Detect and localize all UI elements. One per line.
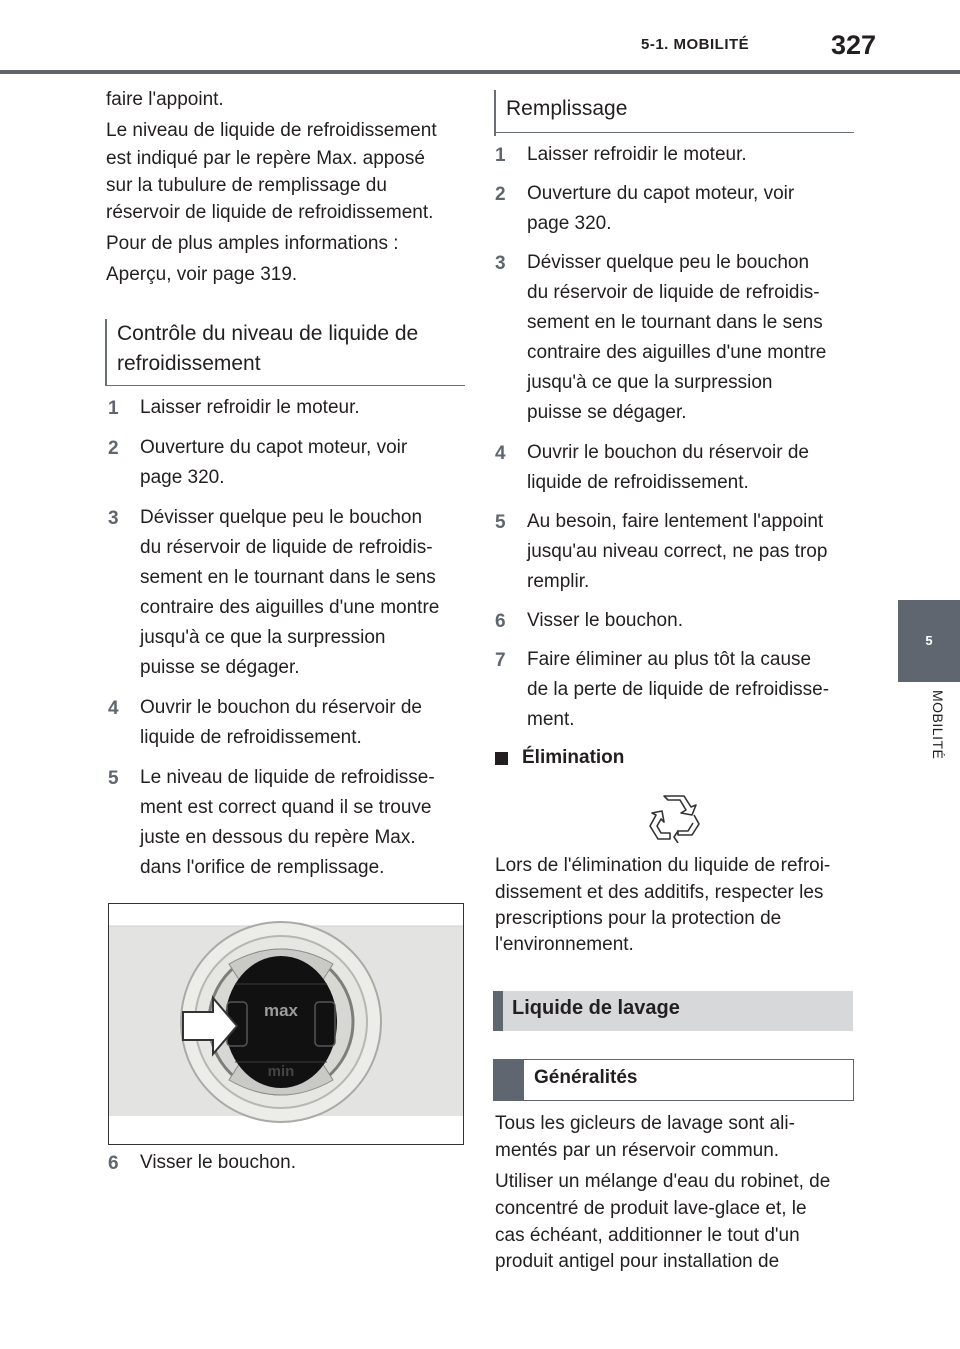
step-line: Ouvrir le bouchon du réservoir de xyxy=(140,697,422,718)
step-number: 5 xyxy=(108,768,119,789)
general-line: concentré de produit lave-glace et, le xyxy=(495,1198,807,1219)
running-header-section: 5-1. MOBILITÉ xyxy=(641,36,750,53)
section-heading-generalites xyxy=(493,1059,854,1101)
step-text xyxy=(140,393,360,423)
step-text xyxy=(527,438,809,498)
step-number: 7 xyxy=(495,650,506,671)
step-line: Ouverture du capot moteur, voir xyxy=(140,437,408,458)
step-line: sement en le tournant dans le sens xyxy=(527,312,823,333)
step-number: 3 xyxy=(108,508,119,529)
step-line: contraire des aiguilles d'une montre xyxy=(527,342,827,363)
header-rule xyxy=(0,70,960,74)
step-text xyxy=(527,645,829,735)
heading-rule xyxy=(494,132,854,133)
step-line: juste en dessous du repère Max. xyxy=(140,827,416,848)
section-heading-controle xyxy=(105,319,418,385)
step-line: Le niveau de liquide de refroidisse- xyxy=(140,767,435,788)
intro-line: Le niveau de liquide de refroidissement xyxy=(106,120,437,141)
general-line: cas échéant, additionner le tout d'un xyxy=(495,1225,800,1246)
intro-line: Aperçu, voir page 319. xyxy=(106,264,298,285)
step-line: jusqu'à ce que la surpression xyxy=(527,372,773,393)
step-line: Laisser refroidir le moteur. xyxy=(527,144,747,165)
step-line: Ouvrir le bouchon du réservoir de xyxy=(527,442,809,463)
step-line: Au besoin, faire lentement l'appoint xyxy=(527,511,824,532)
step-line: de la perte de liquide de refroidisse- xyxy=(527,679,830,700)
step-number: 4 xyxy=(108,698,119,719)
intro-line: faire l'appoint. xyxy=(106,89,224,110)
step-line: liquide de refroidissement. xyxy=(140,727,362,748)
step-line: puisse se dégager. xyxy=(527,402,687,423)
heading-bar-marker xyxy=(493,991,503,1031)
step-line: page 320. xyxy=(140,467,225,488)
general-line: mentés par un réservoir commun. xyxy=(495,1140,780,1161)
subheading-square-marker xyxy=(495,752,508,765)
step-text xyxy=(140,763,435,883)
cap-drawing xyxy=(109,904,463,1144)
step-line: jusqu'au niveau correct, ne pas trop xyxy=(527,541,828,562)
intro-line: sur la tubulure de remplissage du xyxy=(106,175,387,196)
step-text xyxy=(527,140,747,170)
step-line: sement en le tournant dans le sens xyxy=(140,567,436,588)
step-line: Visser le bouchon. xyxy=(527,610,683,631)
chapter-tab-label-text: MOBILITÉ xyxy=(930,690,946,760)
step-text xyxy=(140,433,407,493)
step-number: 2 xyxy=(108,438,119,459)
step-text xyxy=(140,1148,296,1178)
step-line: remplir. xyxy=(527,571,590,592)
step-number: 5 xyxy=(495,512,506,533)
step-line: puisse se dégager. xyxy=(140,657,300,678)
general-line: Utiliser un mélange d'eau du robinet, de xyxy=(495,1171,831,1192)
heading-text: Généralités xyxy=(534,1067,638,1088)
heading-text: Liquide de lavage xyxy=(512,997,680,1019)
step-number: 6 xyxy=(108,1153,119,1174)
elimination-line: prescriptions pour la protection de xyxy=(495,908,782,929)
step-text xyxy=(527,507,827,597)
step-number: 4 xyxy=(495,443,506,464)
step-number: 1 xyxy=(495,145,506,166)
page-number: 327 xyxy=(831,30,877,60)
coolant-cap-illustration xyxy=(108,903,464,1145)
step-number: 6 xyxy=(495,611,506,632)
step-line: ment. xyxy=(527,709,575,730)
chapter-tab: 5 xyxy=(898,600,960,682)
general-line: produit antigel pour installation de xyxy=(495,1251,780,1272)
step-text xyxy=(527,179,794,239)
step-line: contraire des aiguilles d'une montre xyxy=(140,597,440,618)
step-line: Dévisser quelque peu le bouchon xyxy=(140,507,423,528)
intro-line: est indiqué par le repère Max. apposé xyxy=(106,148,425,169)
step-number: 1 xyxy=(108,398,119,419)
elimination-line: l'environnement. xyxy=(495,934,634,955)
chapter-heading-liquide-de-lavage xyxy=(493,991,853,1031)
subheading-elimination: Élimination xyxy=(522,747,625,768)
step-number: 3 xyxy=(495,253,506,274)
step-line: du réservoir de liquide de refroidis- xyxy=(527,282,820,303)
step-text xyxy=(527,248,826,428)
step-line: page 320. xyxy=(527,213,612,234)
step-text xyxy=(140,693,422,753)
step-line: dans l'orifice de remplissage. xyxy=(140,857,385,878)
intro-line: réservoir de liquide de refroidissement. xyxy=(106,202,434,223)
step-line: liquide de refroidissement. xyxy=(527,472,749,493)
intro-line: Pour de plus amples informations : xyxy=(106,233,399,254)
heading-box-marker xyxy=(494,1060,524,1100)
step-number: 2 xyxy=(495,184,506,205)
step-line: Faire éliminer au plus tôt la cause xyxy=(527,649,812,670)
elimination-line: Lors de l'élimination du liquide de refroi- xyxy=(495,855,831,876)
heading-rule xyxy=(105,385,465,386)
step-line: Dévisser quelque peu le bouchon xyxy=(527,252,810,273)
section-heading-remplissage xyxy=(494,90,627,136)
step-line: Ouverture du capot moteur, voir xyxy=(527,183,795,204)
min-mark-label: min xyxy=(267,1063,295,1080)
step-line: jusqu'à ce que la surpression xyxy=(140,627,386,648)
max-mark-label: max xyxy=(263,1001,299,1020)
heading-text: Remplissage xyxy=(506,97,628,120)
heading-line: refroidissement xyxy=(117,352,261,375)
step-line: du réservoir de liquide de refroidis- xyxy=(140,537,433,558)
heading-line: Contrôle du niveau de liquide de xyxy=(117,322,419,345)
elimination-line: dissement et des additifs, respecter les xyxy=(495,882,824,903)
step-line: Laisser refroidir le moteur. xyxy=(140,397,360,418)
general-line: Tous les gicleurs de lavage sont ali- xyxy=(495,1113,795,1134)
step-line: ment est correct quand il se trouve xyxy=(140,797,432,818)
step-text xyxy=(140,503,439,683)
step-text xyxy=(527,606,683,636)
recycle-icon xyxy=(648,793,700,843)
step-line: Visser le bouchon. xyxy=(140,1152,296,1173)
chapter-tab-label xyxy=(896,690,960,800)
